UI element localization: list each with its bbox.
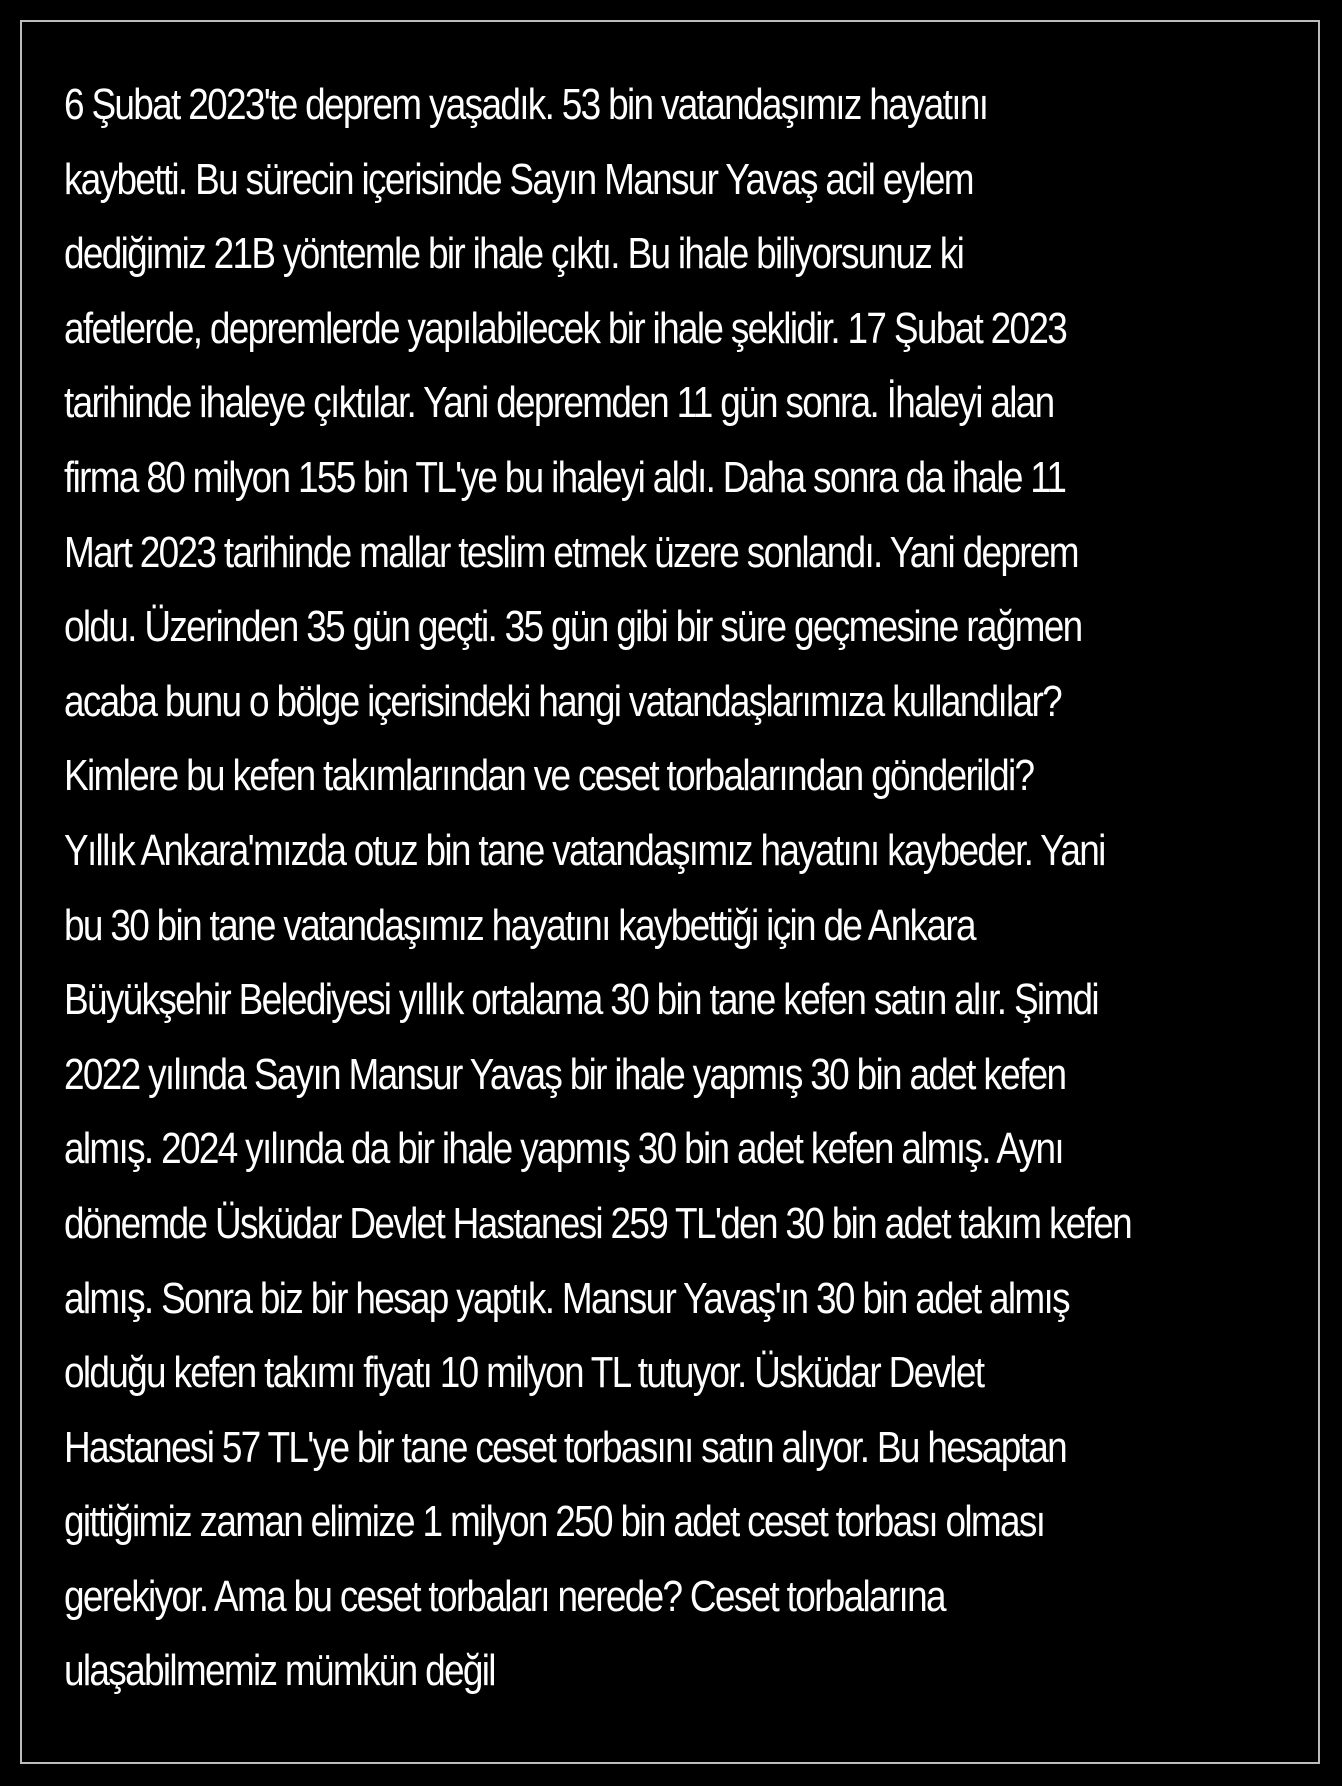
- text-line-16: dönemde Üsküdar Devlet Hastanesi 259 TL'den 30 bin adet takım kefen: [64, 1198, 1131, 1248]
- text-line-7: Mart 2023 tarihinde mallar teslim etmek üzere sonlandı. Yani deprem: [64, 527, 1078, 577]
- quote-text: [64, 68, 1131, 1709]
- text-line-14: 2022 yılında Sayın Mansur Yavaş bir ihale yapmış 30 bin adet kefen: [64, 1049, 1066, 1099]
- text-line-20: gittiğimiz zaman elimize 1 milyon 250 bin adet ceset torbası olması: [64, 1497, 1045, 1547]
- text-line-9: acaba bunu o bölge içerisindeki hangi vatandaşlarımıza kullandılar?: [64, 676, 1061, 726]
- text-line-13: Büyükşehir Belediyesi yıllık ortalama 30 bin tane kefen satın alır. Şimdi: [64, 975, 1098, 1025]
- quote-frame: [20, 20, 1320, 1764]
- text-line-4: afetlerde, depremlerde yapılabilecek bir ihale şeklidir. 17 Şubat 2023: [64, 303, 1067, 353]
- text-line-21: gerekiyor. Ama bu ceset torbaları nerede? Ceset torbalarına: [64, 1571, 945, 1621]
- text-line-19: Hastanesi 57 TL'ye bir tane ceset torbasını satın alıyor. Bu hesaptan: [64, 1422, 1066, 1472]
- text-line-2: kaybetti. Bu sürecin içerisinde Sayın Mansur Yavaş acil eylem: [64, 154, 973, 204]
- text-line-6: firma 80 milyon 155 bin TL'ye bu ihaleyi aldı. Daha sonra da ihale 11: [64, 452, 1066, 502]
- text-line-15: almış. 2024 yılında da bir ihale yapmış 30 bin adet kefen almış. Aynı: [64, 1124, 1064, 1174]
- text-line-3: dediğimiz 21B yöntemle bir ihale çıktı. Bu ihale biliyorsunuz ki: [64, 229, 964, 279]
- text-line-11: Yıllık Ankara'mızda otuz bin tane vatandaşımız hayatını kaybeder. Yani: [64, 825, 1105, 875]
- text-line-10: Kimlere bu kefen takımlarından ve ceset torbalarından gönderildi?: [64, 751, 1034, 801]
- text-line-12: bu 30 bin tane vatandaşımız hayatını kaybettiği için de Ankara: [64, 900, 975, 950]
- text-line-18: olduğu kefen takımı fiyatı 10 milyon TL tutuyor. Üsküdar Devlet: [64, 1348, 984, 1398]
- text-line-5: tarihinde ihaleye çıktılar. Yani depremden 11 gün sonra. İhaleyi alan: [64, 378, 1054, 428]
- text-line-1: 6 Şubat 2023'te deprem yaşadık. 53 bin vatandaşımız hayatını: [64, 80, 988, 129]
- text-line-17: almış. Sonra biz bir hesap yaptık. Mansur Yavaş'ın 30 bin adet almış: [64, 1273, 1069, 1323]
- text-line-22: ulaşabilmemiz mümkün değil: [64, 1646, 495, 1696]
- text-line-8: oldu. Üzerinden 35 gün geçti. 35 gün gibi bir süre geçmesine rağmen: [64, 602, 1082, 652]
